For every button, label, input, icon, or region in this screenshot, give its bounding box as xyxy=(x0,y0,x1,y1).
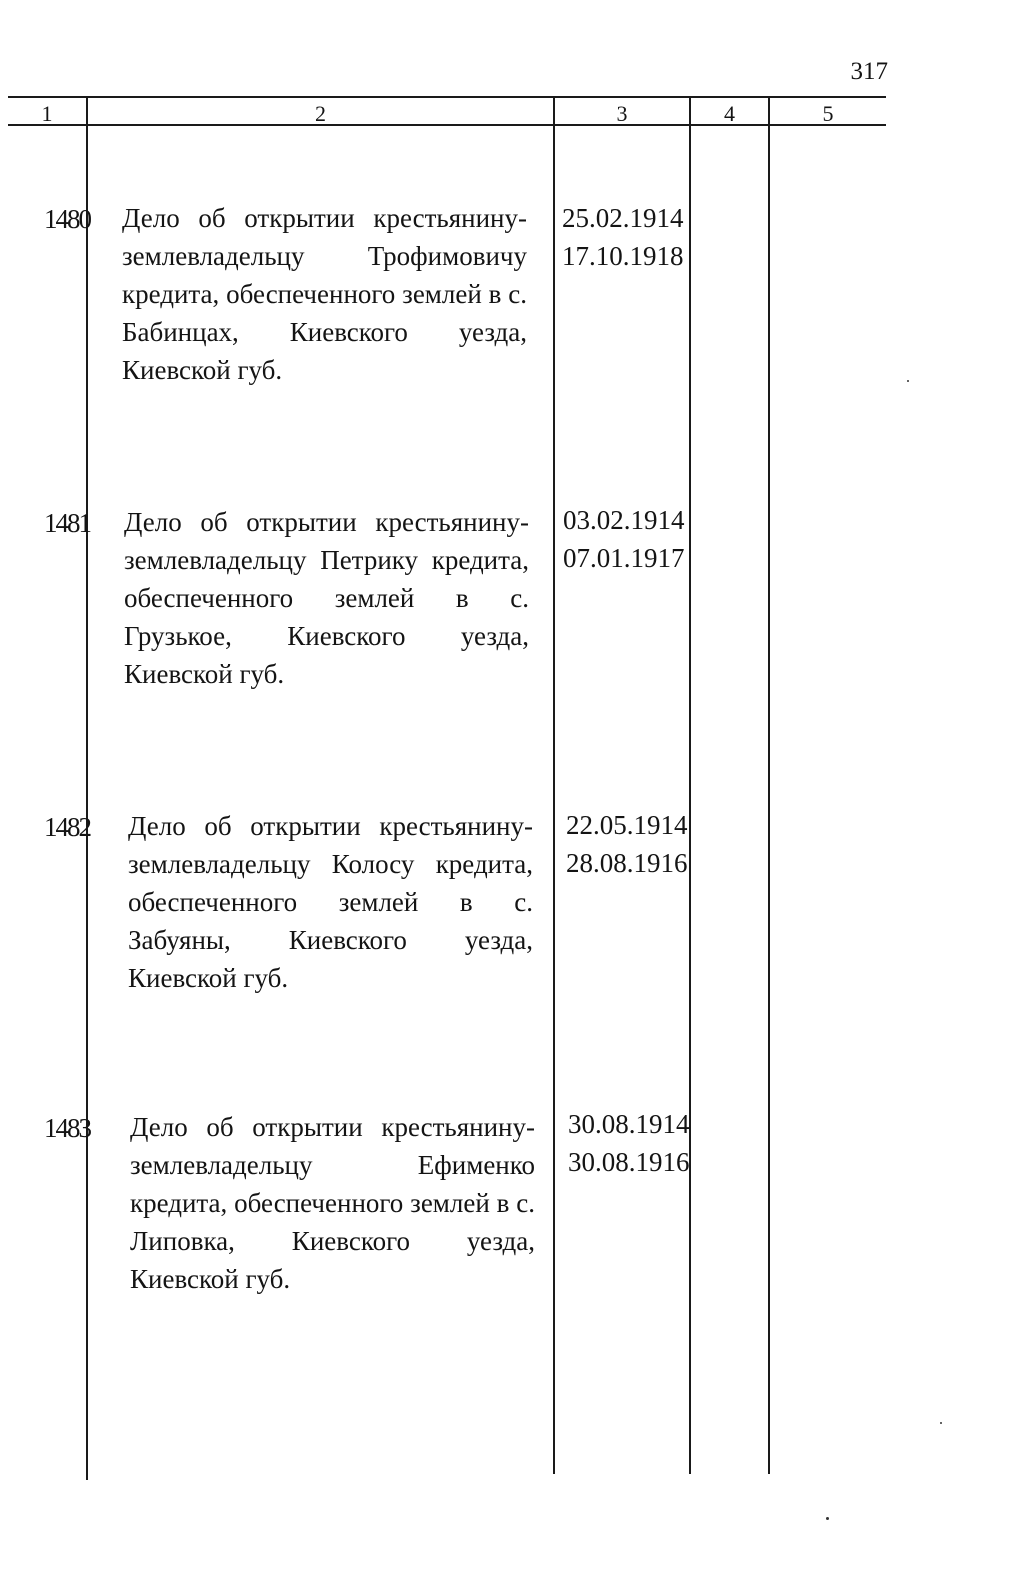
column-separator-3 xyxy=(689,96,691,1474)
entry-date-start: 30.08.1914 xyxy=(568,1109,690,1139)
entry-number: 1482 xyxy=(44,812,90,842)
entry-description: Дело об открытии крестьянину-землевладельцу Трофимовичу кредита, обеспеченного землей в с. Бабинцах, Киевского уезда, Киевской губ. xyxy=(122,203,527,385)
entry-date-start: 25.02.1914 xyxy=(562,203,684,233)
scan-speck xyxy=(940,1422,942,1424)
column-header: 1 xyxy=(41,101,53,126)
entry-description: Дело об открытии крестьянину-землевладельцу Ефименко кредита, обеспеченного землей в с. Липовка, Киевского уезда, Киевской губ. xyxy=(130,1112,535,1294)
entry-date-end: 30.08.1916 xyxy=(568,1147,690,1177)
column-separator-1 xyxy=(86,96,88,1480)
entry-number: 1481 xyxy=(44,508,90,538)
entry-number: 1483 xyxy=(44,1113,90,1143)
entry-date-start: 03.02.1914 xyxy=(563,505,685,535)
entry-date-end: 17.10.1918 xyxy=(562,241,684,271)
column-header: 5 xyxy=(822,101,834,126)
column-separator-2 xyxy=(553,96,555,1474)
scan-speck xyxy=(826,1517,829,1520)
scan-speck xyxy=(907,380,909,382)
column-separator-4 xyxy=(768,96,770,1474)
entry-date-start: 22.05.1914 xyxy=(566,810,688,840)
entry-description: Дело об открытии крестьянину-землевладельцу Петрику кредита, обеспеченного землей в с. Грузькое, Киевского уезда, Киевской губ. xyxy=(124,507,529,689)
entry-date-end: 07.01.1917 xyxy=(563,543,685,573)
column-header: 3 xyxy=(616,101,628,126)
table-top-rule xyxy=(8,96,886,98)
entry-date-end: 28.08.1916 xyxy=(566,848,688,878)
column-header: 4 xyxy=(724,101,735,126)
column-header: 2 xyxy=(315,101,326,126)
page-number: 317 xyxy=(850,58,888,85)
entry-number: 1480 xyxy=(44,204,90,234)
entry-description: Дело об открытии крестьянину-землевладельцу Колосу кредита, обеспеченного землей в с. Забуяны, Киевского уезда, Киевской губ. xyxy=(128,811,533,993)
